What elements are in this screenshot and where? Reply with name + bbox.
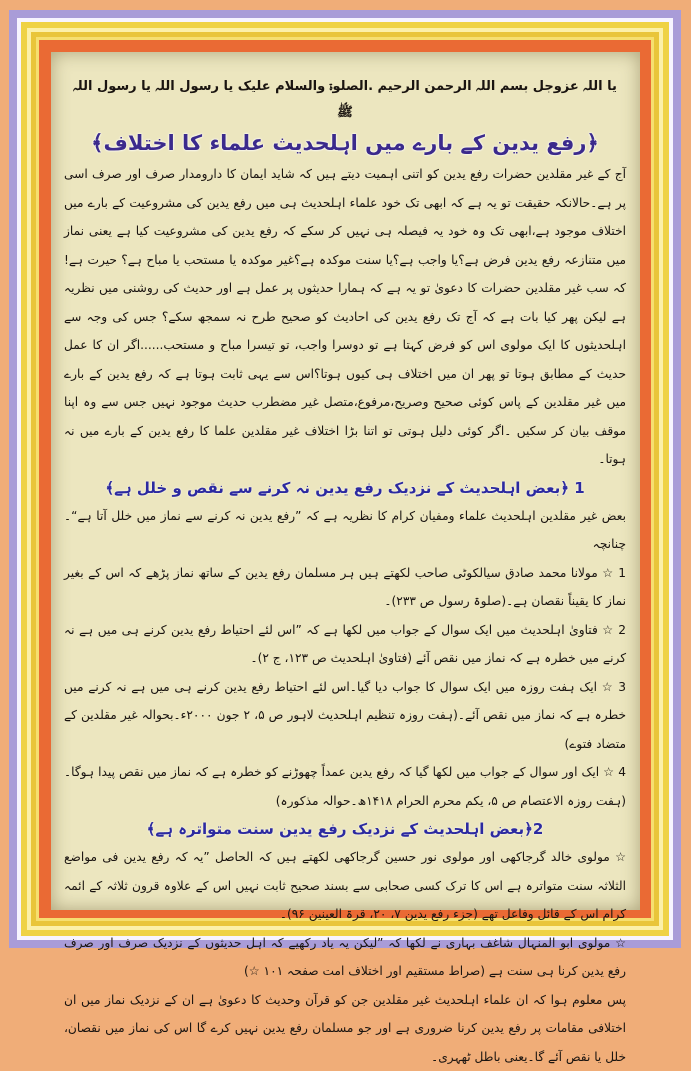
intro-paragraph: آج کے غیر مقلدین حضرات رفع یدین کو اتنی اہمیت دیتے ہیں کہ شاید ایمان کا دارومدار صرف اور صرف اسی پر ہے۔حالانکہ حقیقت تو یہ ہے کہ ابھی تک خود علماء اہلحدیث ہی میں رفع یدین کی مشروعیت کے بارے میں اختلاف موجود ہے،ابھی تک وہ خود یہ فیصلہ ہی نہیں کر سکے کہ رفع یدین کی مشروعیت کیا ہے یعنی نماز میں متنازعہ رفع یدین فرض ہے؟یا واجب ہے؟یا سنت موکدہ ہے؟غیر موکدہ یا مستحب یا مباح ہے؟ حیرت ہے!کہ سب غیر مقلدین حضرات کا دعویٰ تو یہ ہے کہ ہمارا حدیثوں پر عمل ہے اور حدیث کی روشنی میں نظریہ ہے لیکن پھر کیا بات ہے کہ آج تک رفع یدین کی احادیث کو صحیح طرح نہ سمجھ سکے؟ جس کی وجہ سے اہلحدیثوں کا ایک مولوی اس کو فرض کہتا ہے تو دوسرا واجب، تو تیسرا مباح و مستحب......اگر ان کا عمل حدیث کے مطابق ہوتا تو پھر ان میں اختلاف ہی کیوں ہوتا؟اس سے یہی ثابت ہوتا ہے کہ رفع یدین کے بارے میں غیر مقلدین کے پاس کوئی صحیح وصریح،مرفوع،متصل غیر مضطرب حدیث موجود نہیں جس سے وہ اپنا موقف بیان کر سکیں ۔اگر کوئی دلیل ہوتی تو اتنا بڑا اختلاف غیر مقلدین علما کا رفع یدین کے بارے میں نہ ہوتا۔	[64, 160, 626, 474]
section-1-heading: 1 ﴿بعض اہلحدیث کے نزدیک رفع یدین نہ کرنے سے نقص و خلل ہے﴾	[64, 474, 626, 502]
document-title: ﴿رفع یدین کے بارے میں اہلحدیث علماء کا اختلاف﴾	[64, 126, 626, 160]
section-1-item: 2 ☆ فتاویٰ اہلحدیث میں ایک سوال کے جواب میں لکھا ہے کہ ”اس لئے احتیاط رفع یدین کرنے ہی میں ہے نہ کرنے میں خطرہ ہے کہ نماز میں نقص آئے (فتاویٰ اہلحدیث ص ۱۲۳، ج ۲)۔	[64, 616, 626, 673]
section-1-item: 3 ☆ ایک ہفت روزہ میں ایک سوال کا جواب دیا گیا۔اس لئے احتیاط رفع یدین کرنے ہی میں ہے نہ کرنے میں خطرہ ہے کہ نماز میں نقص آئے۔(ہفت روزہ تنظیم اہلحدیث لاہور ص ۵، ۲ جون ۲۰۰۰ء۔بحوالہ غیر مقلدین کے متضاد فتوے)	[64, 673, 626, 759]
section-1-item: 1 ☆ مولانا محمد صادق سیالکوٹی صاحب لکھتے ہیں ہر مسلمان رفع یدین کے ساتھ نماز پڑھے کہ اس کے بغیر نماز کا یقیناً نقصان ہے۔(صلوۃ رسول ص ۲۳۳)۔	[64, 559, 626, 616]
document-content	[64, 74, 626, 1071]
section-2-item: ☆ مولوی ابو المنہال شاغف بہاری نے لکھا کہ ”لیکن یہ یاد رکھیے کہ اہل حدیثوں کے نزدیک صرف اور صرف رفع یدین کرنا ہی سنت ہے (صراط مستقیم اور اختلاف امت صفحہ ۱۰۱ ☆)	[64, 929, 626, 986]
invocation-header: یا اللہ عزوجل بسم اللہ الرحمن الرحیم .الصلوۃ والسلام علیک یا رسول اللہ یا رسول اللہ ﷺ	[64, 74, 626, 126]
section-2-heading: 2﴿بعض اہلحدیث کے نزدیک رفع یدین سنت متواترہ ہے﴾	[64, 815, 626, 843]
section-1-lead: بعض غیر مقلدین اہلحدیث علماء ومفیان کرام کا نظریہ ہے کہ ”رفع یدین نہ کرنے سے نماز میں خلل آتا ہے“۔چنانچہ	[64, 502, 626, 559]
conclusion-paragraph: پس معلوم ہوا کہ ان علماء اہلحدیث غیر مقلدین جن کو قرآن وحدیث کا دعویٰ ہے ان کے نزدیک نماز میں ان اختلافی مقامات پر رفع یدین کرنا ضروری ہے اور جو مسلمان رفع یدین نہیں کرے گا اس کی نماز میں نقصان، خلل یا نقص آئے گا۔یعنی باطل ٹھہری۔	[64, 986, 626, 1071]
section-2-item: ☆ مولوی خالد گرجاکھی اور مولوی نور حسین گرجاکھی لکھتے ہیں کہ الحاصل ”یہ کہ رفع یدین فی مواضع الثلاثہ سنت متواترہ ہے اس کا ترک کسی صحابی سے بسند صحیح ثابت نہیں اس کے علاوہ قرون ثلاثہ کے ائمہ کرام اس کے قائل وفاعل تھے (جزء رفع یدین ۷، ۲۰، قرۃ العینین ۹۶)۔	[64, 843, 626, 929]
section-1-item: 4 ☆ ایک اور سوال کے جواب میں لکھا گیا کہ رفع یدین عمداً چھوڑنے کو خطرہ ہے کہ نماز میں نقص پیدا ہوگا۔(ہفت روزہ الاعتصام ص ۵، یکم محرم الحرام ۱۴۱۸ھ۔حوالہ مذکورہ)	[64, 758, 626, 815]
